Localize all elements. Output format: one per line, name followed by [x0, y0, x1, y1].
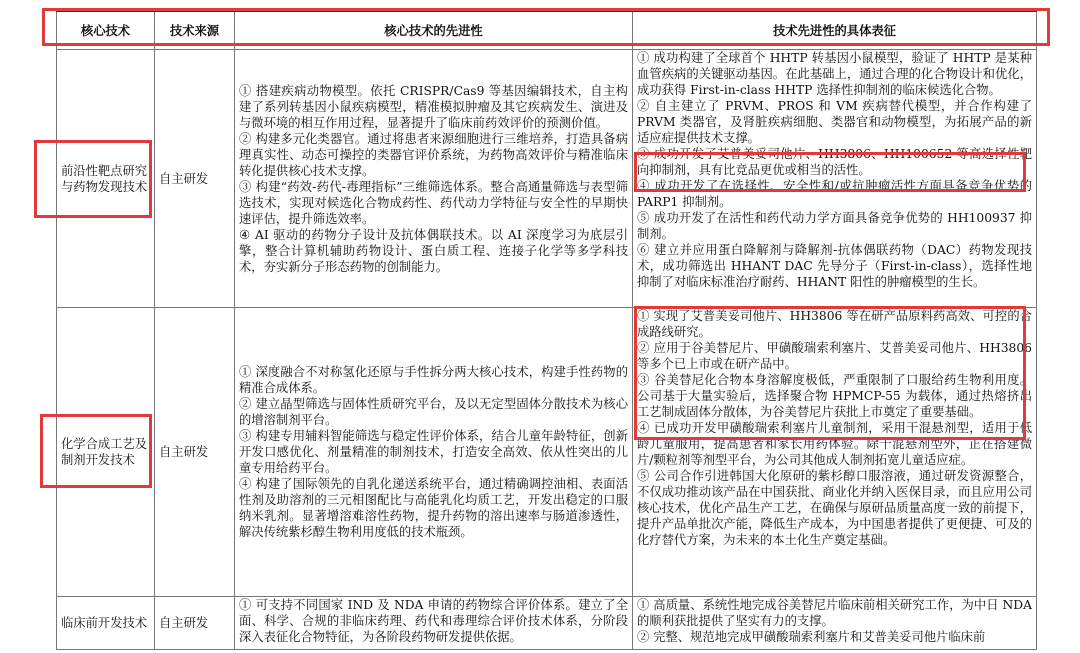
- cell-evidence: [633, 308, 1037, 597]
- advantage-item: ③ 构建“药效-药代-毒理指标”三维筛选体系。整合高通量筛选与表型筛选技术，实现对候选化合物成药性、药代动力学特征与安全性的早期快速评估，提升筛选效率。: [239, 179, 628, 226]
- evidence-item: ⑤ 公司合作引进韩国大化原研的紫杉醇口服溶液，通过研发资源整合，不仅成功推动该产品在中国获批、商业化并纳入医保目录，而且应用公司核心技术，优化产品生产工艺，在确保与原研品质量高度一致的前提下，提升产品单批次产能，降低生产成本，为中国患者提供了更便捷、可及的化疗替代方案，为未来的本土化生产奠定基础。: [637, 469, 1032, 547]
- cell-evidence: [633, 597, 1037, 650]
- cell-source: 自主研发: [155, 597, 235, 650]
- evidence-item: ④ 已成功开发甲磺酸瑞索利塞片儿童制剂，采用干混悬剂型，适用于低龄儿童服用，提高患者和家长用药体验。除干混悬剂型外，正在搭建微片/颗粒剂等剂型平台，为公司其他成人制剂拓宽儿童适应症。: [637, 421, 1032, 467]
- cell-source: 自主研发: [155, 50, 235, 308]
- advantage-item: ① 可支持不同国家 IND 及 NDA 申请的药物综合评价体系。建立了全面、科学、合规的非临床药理、药代和毒理综合评价技术体系，分阶段深入表征化合物特征，为各阶段药物研发提供依据。: [239, 598, 628, 644]
- header-row: [57, 11, 1037, 50]
- header-advantage: 核心技术的先进性: [235, 11, 633, 50]
- advantage-item: ② 建立晶型筛选与固体性质研究平台，及以无定型固体分散技术为核心的增溶制剂平台。: [239, 397, 628, 427]
- evidence-item: ⑥ 建立并应用蛋白降解剂与降解剂-抗体偶联药物（DAC）药物发现技术，成功筛选出 HHANT DAC 先导分子（First-in-class），选择性地抑制了对临床标准治疗耐药、HHANT 阳性的肿瘤模型的生长。: [637, 243, 1032, 289]
- header-evidence: 技术先进性的具体表征: [633, 11, 1037, 50]
- evidence-item: ② 应用于谷美替尼片、甲磺酸瑞索利塞片、艾普美妥司他片、HH3806 等多个已上市或在研产品中。: [637, 341, 1032, 371]
- cell-tech: 临床前开发技术: [57, 597, 155, 650]
- evidence-item: ② 自主建立了 PRVM、PROS 和 VM 疾病替代模型，并合作构建了 PRVM 类器官，及肾脏疾病细胞、类器官和动物模型，为拓展产品的新适应症提供技术支撑。: [637, 99, 1032, 145]
- advantage-item: ② 构建多元化类器官。通过将患者来源细胞进行三维培养，打造具备病理真实性、动态可操控的类器官评价系统，为药物高效评价与精准临床转化提供核心技术支撑。: [239, 131, 628, 178]
- table-row: [57, 308, 1037, 597]
- evidence-item: ③ 谷美替尼化合物本身溶解度极低，严重限制了口服给药生物利用度。公司基于大量实验后，选择聚合物 HPMCP-55 为载体，通过热熔挤出工艺制成固体分散体，为谷美替尼片获批上市奠定了重要基础。: [637, 373, 1032, 419]
- evidence-item: ② 完整、规范地完成甲磺酸瑞索利塞片和艾普美妥司他片临床前: [637, 630, 986, 644]
- tech-table: [56, 10, 1037, 650]
- header-core-tech: 核心技术: [57, 11, 155, 50]
- evidence-item: ① 实现了艾普美妥司他片、HH3806 等在研产品原料药高效、可控的合成路线研究。: [637, 309, 1032, 339]
- evidence-item: ① 高质量、系统性地完成谷美替尼片临床前相关研究工作，为中日 NDA 的顺利获批提供了坚实有力的支撑。: [637, 598, 1032, 628]
- advantage-item: ④ 构建了国际领先的自乳化递送系统平台，通过精确调控油相、表面活性剂及助溶剂的三元相图配比与高能乳化均质工艺，开发出稳定的口服纳米乳剂。显著增溶难溶性药物，提升药物的溶出速率与肠道渗透性，解决传统紫杉醇生物利用度低的技术瓶颈。: [239, 477, 628, 539]
- cell-tech: 化学合成工艺及制剂开发技术: [57, 308, 155, 597]
- advantage-item: ③ 构建专用辅料智能筛选与稳定性评价体系，结合儿童年龄特征，创新开发口感优化、剂量精准的制剂技术，打造安全高效、依从性突出的儿童专用给药平台。: [239, 429, 628, 475]
- advantage-item: ① 深度融合不对称氢化还原与手性拆分两大核心技术，构建手性药物的精准合成体系。: [239, 365, 628, 395]
- table-row: [57, 50, 1037, 308]
- cell-evidence: [633, 50, 1037, 308]
- header-source: 技术来源: [155, 11, 235, 50]
- evidence-item: ④ 成功开发了在选择性、安全性和/或抗肿瘤活性方面具备竞争优势的 PARP1 抑制剂。: [637, 179, 1032, 209]
- table-row: [57, 597, 1037, 650]
- cell-source: 自主研发: [155, 308, 235, 597]
- cell-advantages: [235, 597, 633, 650]
- cell-advantages: [235, 50, 633, 308]
- evidence-item: ③ 成功开发了艾普美妥司他片、HH3806、HH100652 等高选择性靶向抑制剂，具有比竞品更优或相当的活性。: [637, 147, 1032, 177]
- advantage-item: ① 搭建疾病动物模型。依托 CRISPR/Cas9 等基因编辑技术，自主构建了系列转基因小鼠疾病模型，精准模拟肿瘤及其它疾病发生、演进及与微环境的相互作用过程，显著提升了临床前药效评价的预测价值。: [239, 83, 628, 130]
- cell-tech: 前沿性靶点研究与药物发现技术: [57, 50, 155, 308]
- evidence-item: ① 成功构建了全球首个 HHTP 转基因小鼠模型，验证了 HHTP 是某种血管疾病的关键驱动基因。在此基础上，通过合理的化合物设计和优化，成功获得 First-in-class HHTP 选择性抑制剂的临床候选化合物。: [637, 51, 1032, 97]
- advantage-item: ④ AI 驱动的药物分子设计及抗体偶联技术。以 AI 深度学习为底层引擎，整合计算机辅助药物设计、蛋白质工程、连接子化学等多学科技术，夯实新分子形态药物的创制能力。: [239, 227, 628, 274]
- cell-advantages: [235, 308, 633, 597]
- evidence-item: ⑤ 成功开发了在活性和药代动力学方面具备竞争优势的 HH100937 抑制剂。: [637, 211, 1032, 241]
